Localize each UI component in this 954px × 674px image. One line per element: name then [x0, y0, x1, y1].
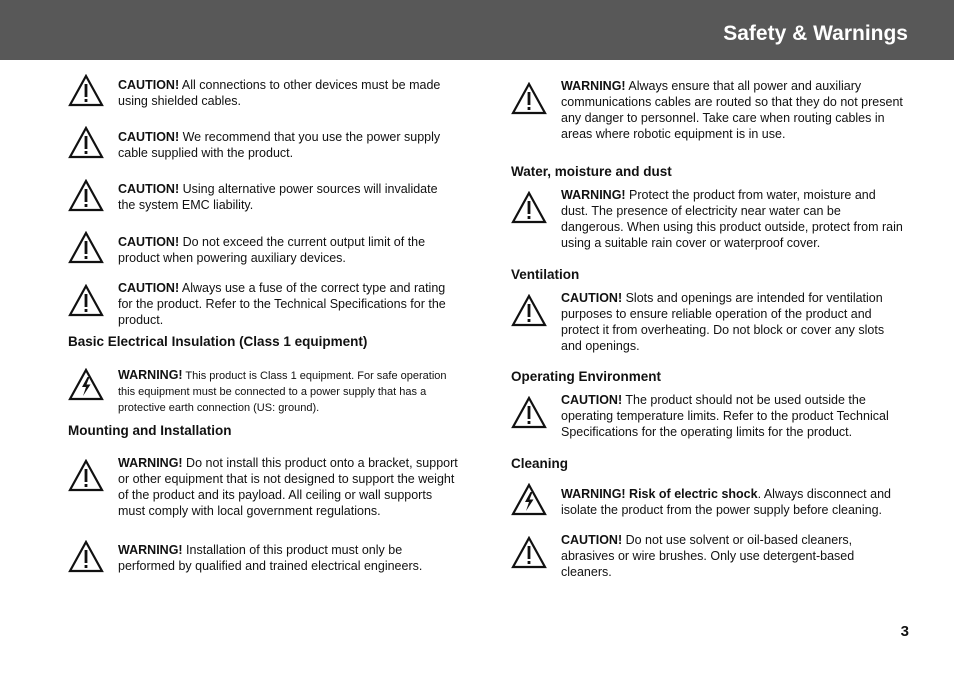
warning-triangle-icon	[511, 536, 547, 569]
caution-text: CAUTION! Always use a fuse of the correct type and rating for the product. Refer to the Technical Specifications for the product.	[118, 281, 446, 327]
warning-text: WARNING! Always ensure that all power and auxiliary communications cables are routed so that they do not present any danger to personnel. Take care when routing cables in areas where robotic equipment is in use.	[561, 79, 903, 141]
section-heading-ventilation: Ventilation	[511, 267, 580, 282]
section-heading-water: Water, moisture and dust	[511, 164, 672, 179]
caution-lead: CAUTION!	[118, 78, 180, 92]
warning-triangle-icon	[68, 459, 104, 492]
caution-lead: CAUTION!	[118, 281, 180, 295]
section-heading-environment: Operating Environment	[511, 369, 662, 384]
warning-lead: WARNING!	[561, 79, 626, 93]
warning-lead: WARNING!	[118, 543, 183, 557]
warning-lead: WARNING!	[118, 368, 183, 382]
section-heading-insulation: Basic Electrical Insulation (Class 1 equipment)	[68, 334, 368, 349]
page-header	[0, 0, 954, 60]
caution-lead: CAUTION!	[118, 130, 180, 144]
warning-triangle-icon	[68, 231, 104, 264]
caution-lead: CAUTION!	[561, 533, 623, 547]
warning-triangle-icon	[511, 294, 547, 327]
caution-text: CAUTION! Do not exceed the current output limit of the product when powering auxiliary devices.	[118, 235, 426, 265]
page-title: Safety & Warnings	[723, 22, 908, 45]
warning-triangle-icon	[68, 540, 104, 573]
warning-triangle-icon	[511, 82, 547, 115]
warning-triangle-icon	[68, 126, 104, 159]
warning-triangle-icon	[68, 74, 104, 107]
warning-text: WARNING! Installation of this product must only be performed by qualified and trained electrical engineers.	[118, 543, 423, 573]
caution-lead: CAUTION!	[561, 291, 623, 305]
warning-lead: WARNING!	[561, 188, 626, 202]
warning-text: WARNING! This product is Class 1 equipment. For safe operation this equipment must be connected to a power supply that has a protective earth connection (US: ground).	[118, 368, 447, 414]
caution-text: CAUTION! Using alternative power sources will invalidate the system EMC liability.	[118, 182, 438, 212]
page-number: 3	[900, 623, 909, 640]
warning-triangle-icon	[68, 179, 104, 212]
section-heading-cleaning: Cleaning	[511, 456, 569, 471]
warning-lead: WARNING! Risk of electric shock	[561, 487, 758, 501]
warning-lead: WARNING!	[118, 456, 183, 470]
caution-lead: CAUTION!	[118, 182, 180, 196]
warning-triangle-icon	[68, 284, 104, 317]
caution-text: CAUTION! Do not use solvent or oil-based cleaners, abrasives or wire brushes. Only use detergent-based cleaners.	[561, 533, 855, 579]
warning-text: WARNING! Do not install this product onto a bracket, support or other equipment that is not designed to support the weight of the product and its payload. All ceiling or wall supports must comply with local government regulations.	[118, 456, 458, 518]
warning-triangle-icon	[511, 191, 547, 224]
caution-lead: CAUTION!	[561, 393, 623, 407]
caution-text: CAUTION! We recommend that you use the power supply cable supplied with the product.	[118, 130, 441, 160]
warning-text: WARNING! Protect the product from water, moisture and dust. The presence of electricity near water can be dangerous. When using this product outside, protect from rain using a suitable rain cover or waterproof cover.	[561, 188, 903, 250]
caution-text: CAUTION! All connections to other devices must be made using shielded cables.	[118, 78, 441, 108]
electric-shock-warning-icon	[511, 483, 547, 516]
section-heading-mounting: Mounting and Installation	[68, 423, 232, 438]
electric-shock-warning-icon	[68, 368, 104, 401]
warning-triangle-icon	[511, 396, 547, 429]
caution-text: CAUTION! The product should not be used outside the operating temperature limits. Refer to the product Technical Specifications for the operating limits for the product.	[561, 393, 889, 439]
caution-lead: CAUTION!	[118, 235, 180, 249]
caution-text: CAUTION! Slots and openings are intended for ventilation purposes to ensure reliable operation of the product and protect it from overheating. Do not block or cover any slots and openings.	[561, 291, 885, 353]
warning-text: WARNING! Risk of electric shock. Always disconnect and isolate the product from the power supply before cleaning.	[561, 487, 891, 517]
